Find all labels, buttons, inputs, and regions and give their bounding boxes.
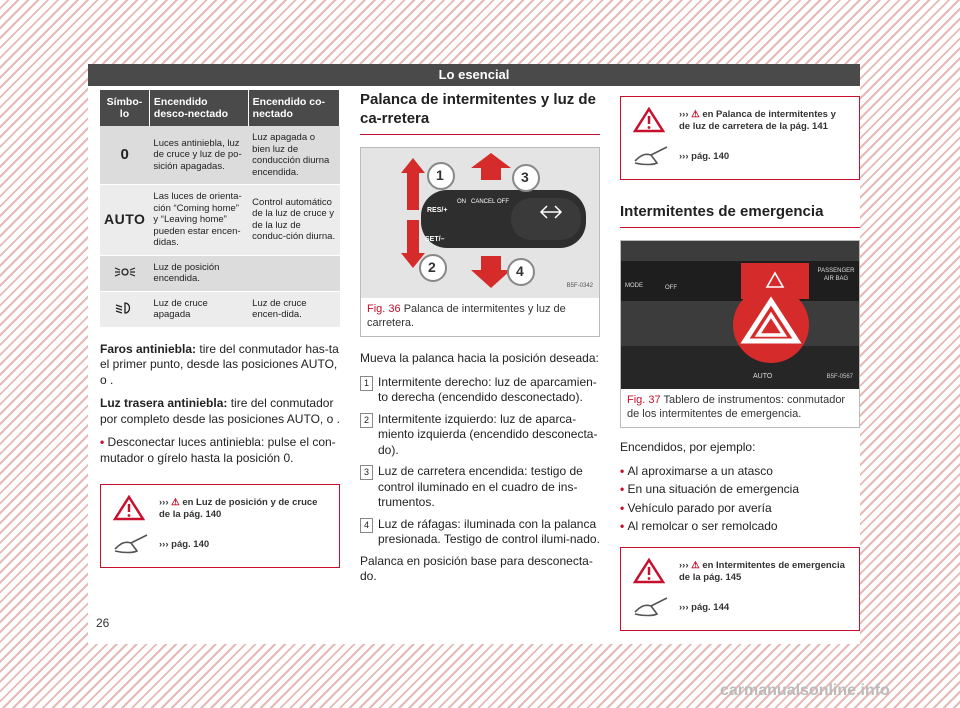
table-row: [100, 185, 340, 256]
section-title: Intermitentes de emergencia: [620, 202, 860, 228]
lever-intro: Mueva la palanca hacia la posición deseada:: [360, 351, 599, 365]
lever-label-on: ON: [457, 199, 466, 205]
figure-caption: Palanca de intermitentes y luz de carretera.: [367, 303, 566, 329]
column-3: [620, 96, 860, 631]
warning-box: ››› ⚠ en Luz de posición y de cruce de la pág. 140 ››› pág. 140: [100, 484, 340, 568]
warning-box: ››› ⚠ en Palanca de intermitentes y de luz de carretera de la pág. 141 ››› pág. 140: [620, 96, 860, 180]
figure-label: Fig. 37: [627, 394, 661, 406]
lever-label-set: SET/–: [425, 236, 445, 243]
list-item: • Vehículo parado por avería: [620, 501, 860, 517]
panel-label-off: OFF: [665, 285, 677, 291]
figure-label: Fig. 36: [367, 303, 401, 315]
watermark: carmanualsonline.info: [720, 682, 890, 699]
figure-code: B5F-0342: [566, 282, 593, 289]
callout-1: 1: [436, 167, 444, 183]
callout-4: 4: [516, 263, 524, 279]
manual-hand-icon: [113, 531, 153, 555]
list-item: 3 Luz de carretera encendida: testigo de control iluminado en el cuadro de ins-trumentos.: [360, 464, 600, 511]
table-row: [100, 255, 340, 291]
warning-icon: [633, 558, 665, 584]
list-item: 1 Intermitente derecho: luz de aparcamien-to derecha (encendido desconectado).: [360, 375, 600, 406]
figure-caption: Tablero de instrumentos: conmutador de los intermitentes de emergencia.: [627, 394, 846, 420]
fog-off-bullet: • Desconectar luces antiniebla: pulse el con-mutador o gírelo hasta la posición 0.: [100, 435, 340, 466]
symbol-table: [100, 90, 340, 328]
lever-outro: Palanca en posición base para desconecta-do.: [360, 553, 593, 583]
fog-lights-paragraph: Faros antiniebla: tire del conmutador has-ta el primer punto, desde las posiciones AUTO, o .: [100, 341, 339, 387]
symbol-zero: 0: [100, 126, 149, 185]
table-cell: Luces antiniebla, luz de cruce y luz de po-sición apagadas.: [149, 126, 248, 185]
figure-code: B5F-0567: [826, 373, 853, 380]
figure-36: [360, 147, 600, 337]
table-cell: Las luces de orienta-ción “Coming home” y “Leaving home” pueden estar encen-didas.: [149, 185, 248, 256]
warning-icon: [633, 107, 665, 133]
table-cell: [248, 255, 339, 291]
rear-fog-paragraph: Luz trasera antiniebla: tire del conmutador por completo desde las posiciones AUTO, o .: [100, 396, 340, 426]
manual-hand-icon: [633, 594, 673, 618]
table-cell: Control automático de la luz de cruce y de la luz de conduc-ción diurna.: [248, 185, 339, 256]
section-title: Palanca de intermitentes y luz de ca-rretera: [360, 90, 600, 135]
panel-label-airbag: PASSENGER AIR BAG: [817, 268, 855, 282]
list-item: 2 Intermitente izquierdo: luz de aparca-miento izquierda (encendido desconecta-do).: [360, 412, 600, 459]
column-2: [360, 90, 600, 593]
lever-illustration: [361, 148, 599, 298]
lever-label-off: OFF: [497, 199, 509, 205]
warning-icon: [113, 495, 145, 521]
table-cell: Luz de cruce encen-dida.: [248, 291, 339, 327]
table-cell: Luz de cruce apagada: [149, 291, 248, 327]
figure-37: [620, 240, 860, 428]
table-row: [100, 126, 340, 185]
hazard-panel-illustration: [621, 241, 859, 389]
lever-label-res: RES/+: [427, 207, 448, 214]
page-number: 26: [96, 616, 110, 630]
table-header-on: Encendido co-nectado: [248, 90, 339, 126]
list-item: • En una situación de emergencia: [620, 482, 860, 498]
lever-positions-list: [360, 375, 600, 548]
list-item: 4 Luz de ráfagas: iluminada con la palanca presionada. Testigo de control ilumi-nado.: [360, 517, 600, 548]
callout-3: 3: [521, 169, 529, 185]
manual-hand-icon: [633, 143, 673, 167]
panel-label-mode: MODE: [625, 283, 643, 289]
hazard-intro: Encendidos, por ejemplo:: [620, 440, 756, 454]
position-light-icon: [114, 266, 136, 278]
low-beam-icon: [115, 302, 135, 314]
symbol-auto: AUTO: [104, 211, 146, 227]
table-cell: Luz apagada o bien luz de conducción diurna encendida.: [248, 126, 339, 185]
page-header: Lo esencial: [88, 64, 860, 86]
column-1: [100, 90, 340, 568]
table-header-symbol: Símbo-lo: [100, 90, 149, 126]
table-cell: Luz de posición encendida.: [149, 255, 248, 291]
warning-box: ››› ⚠ en Intermitentes de emergencia de la pág. 145 ››› pág. 144: [620, 547, 860, 631]
lever-label-cancel: CANCEL: [471, 199, 496, 205]
table-row: [100, 291, 340, 327]
callout-2: 2: [428, 259, 436, 275]
list-item: • Al remolcar o ser remolcado: [620, 519, 860, 535]
panel-label-auto: AUTO: [753, 373, 773, 380]
list-item: • Al aproximarse a un atasco: [620, 464, 860, 480]
table-header-off: Encendido desco-nectado: [149, 90, 248, 126]
